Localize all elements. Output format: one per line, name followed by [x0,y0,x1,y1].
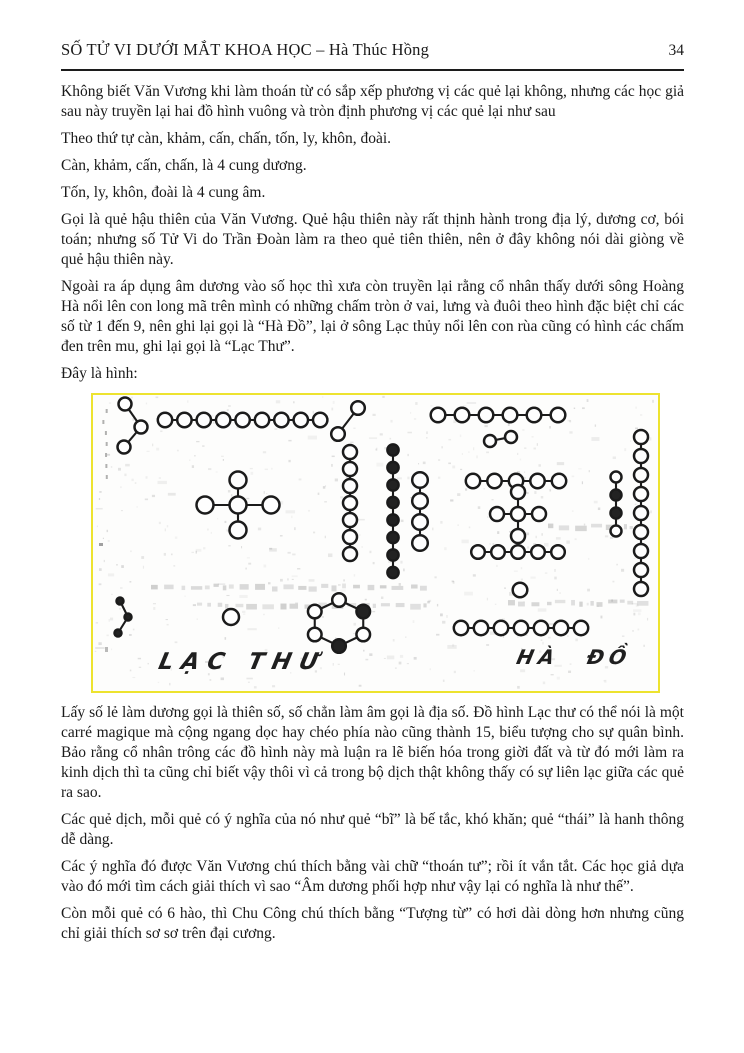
figure-dot [634,487,648,501]
figure-dot [412,514,428,530]
figure-dot [332,593,346,607]
figure-dot [177,413,191,427]
figure-dot [263,497,280,514]
figure-dot [466,474,480,488]
figure-dot [387,497,398,508]
figure-dot [118,441,131,454]
figure-dot [119,398,132,411]
figure-dot [387,462,398,473]
figure-dot [634,430,648,444]
figure-dot [484,435,496,447]
figure-dot [387,549,398,560]
figure-dot [216,413,230,427]
figure-dot [343,479,357,493]
figure-dot [511,485,525,499]
page-number: 34 [668,42,684,59]
figure-dot [343,496,357,510]
figure-dot [527,408,542,423]
figure-dot [511,545,525,559]
paragraph: Lấy số lẻ làm dương gọi là thiên số, số chẳn làm âm gọi là địa số. Đồ hình Lạc thư có thể nói là một carré magique mà cộng ngang dọc hay chéo phía nào cũng thành 15, biểu tượng cho sự quân bình. Bảo rằng cổ nhân trông các đồ hình này mà luận ra lẽ biến hóa trong giời đất và từ đó mới làm ra kinh dịch thì ta cũng chỉ biết vậy thôi vì cả trong bộ dịch thật không thấy có sự liên lạc giữa các quẻ ra sao. [61,704,684,801]
figure-dot [514,621,528,635]
figure-dot [387,479,398,490]
figure-dot [343,445,357,459]
figure-dot [494,621,508,635]
figure-dot [431,408,446,423]
figure-dot [574,621,588,635]
figure-dot [490,507,504,521]
figure-dot [387,567,398,578]
figure-dot [634,449,648,463]
paragraph: Ngoài ra áp dụng âm dương vào số học thì xưa còn truyền lại rằng cổ nhân thấy dưới sông Hoàng Hà nổi lên con long mã trên mình có những chấm tròn ở vai, lưng và đuôi theo hình đặc biệt chỉ các số từ 1 đến 9, nên ghi lại gọi là “Hà Đồ”, lại ở sông Lạc thủy nổi lên con rùa cũng có hình các chấm đen trên mu, ghi lại gọi là “Lạc Thư”. [61,278,684,355]
figure-dot [503,408,518,423]
figure-dot [351,401,365,415]
figure-dot [343,547,357,561]
figure-dot [552,474,566,488]
scanned-figure-lacthu-hado [91,393,660,693]
paragraph: Gọi là quẻ hậu thiên của Văn Vương. Quẻ hậu thiên này rất thịnh hành trong địa lý, dương cơ, bói toán; nhưng số Tử Vi do Trần Đoàn làm ra theo quẻ tiên thiên, nên ở đây không nói dài giòng về quẻ hậu thiên này. [61,211,684,268]
paragraph: Theo thứ tự càn, khảm, cấn, chấn, tốn, ly, khôn, đoài. [61,130,392,147]
figure-dot [115,630,122,637]
figure-dot [634,506,648,520]
figure-dot [387,532,398,543]
figure-dot [611,526,622,537]
page-body [61,82,684,951]
figure-dot [332,639,346,653]
figure-dot [343,513,357,527]
figure-dot [308,605,322,619]
figure-dot [274,413,288,427]
figure-dot [230,472,247,489]
figure-dot [487,474,501,488]
figure-dot [308,628,322,642]
figure-dot [356,628,370,642]
figure-dot [387,514,398,525]
text-block-lower [61,703,684,944]
figure-dot [412,493,428,509]
figure-dot [534,621,548,635]
figure-dot [125,614,132,621]
figure-dot [611,472,622,483]
figure-dot [634,563,648,577]
figure-dot [135,421,148,434]
figure-dot [611,508,622,519]
figure-dot [255,413,269,427]
figure-dot [387,444,398,455]
figure-dot [634,468,648,482]
figure-dot [511,529,525,543]
figure-dot [412,472,428,488]
figure-dot [634,582,648,596]
figure-dot [530,474,544,488]
figure-dot [230,522,247,539]
figure-dot [197,497,214,514]
paragraph: Đây là hình: [61,365,138,382]
figure-caption-lac-thu: LẠC THƯ [156,649,329,675]
figure-dot [356,605,370,619]
figure-dot [634,544,648,558]
figure-dot [230,497,247,514]
figure-dot [513,583,528,598]
figure-dot [471,545,485,559]
book-title: SỐ TỬ VI DƯỚI MẮT KHOA HỌC – Hà Thúc Hồng [61,40,430,59]
figure-dot [611,490,622,501]
page-header [61,40,684,71]
figure-dot [235,413,249,427]
paragraph: Còn mỗi quẻ có 6 hào, thì Chu Công chú thích bằng “Tượng từ” có hơi dài dòng hơn nhưng cũng chỉ giải thích sơ sơ trên đại cương. [61,905,684,942]
paragraph: Tốn, ly, khôn, đoài là 4 cung âm. [61,184,266,201]
figure-dot [554,621,568,635]
figure-dot [505,431,517,443]
figure-dot [454,621,468,635]
figure-dot [412,535,428,551]
figure-caption-ha-do: HÀ ĐỒ [514,645,634,669]
figure-dot [313,413,327,427]
paragraph: Các ý nghĩa đó được Văn Vương chú thích bằng vài chữ “thoán tư”; rồi ít vắn tắt. Các học giả dựa vào đó mới tìm cách giải thích vì sao “Âm dương phối hợp như vậy lại có nghĩa là như thế”. [61,858,684,895]
text-block-upper [61,82,684,384]
figure-dot [551,408,566,423]
figure-dot [343,530,357,544]
figure-dot [474,621,488,635]
figure-dot [551,545,565,559]
figure-dot [634,525,648,539]
figure-dot [331,427,345,441]
figure-dot [294,413,308,427]
figure-dot [158,413,172,427]
figure-dot [532,507,546,521]
figure-dot [343,462,357,476]
figure-dot [511,507,525,521]
figure-dot [531,545,545,559]
figure-dot [491,545,505,559]
paragraph: Không biết Văn Vương khi làm thoán từ có sắp xếp phương vị các quẻ lại không, nhưng các học giả sau này truyền lại hai đồ hình vuông và tròn định phương vị các quẻ lại như sau [61,83,684,120]
figure-dot [455,408,470,423]
paragraph: Càn, khảm, cấn, chấn, là 4 cung dương. [61,157,307,174]
figure-dot [117,598,124,605]
figure-dot [223,609,239,625]
figure-dot [479,408,494,423]
figure-dot [197,413,211,427]
paragraph: Các quẻ dịch, mỗi quẻ có ý nghĩa của nó như quẻ “bĩ” là bế tắc, khó khăn; quẻ “thái” là hanh thông dễ dàng. [61,811,684,848]
